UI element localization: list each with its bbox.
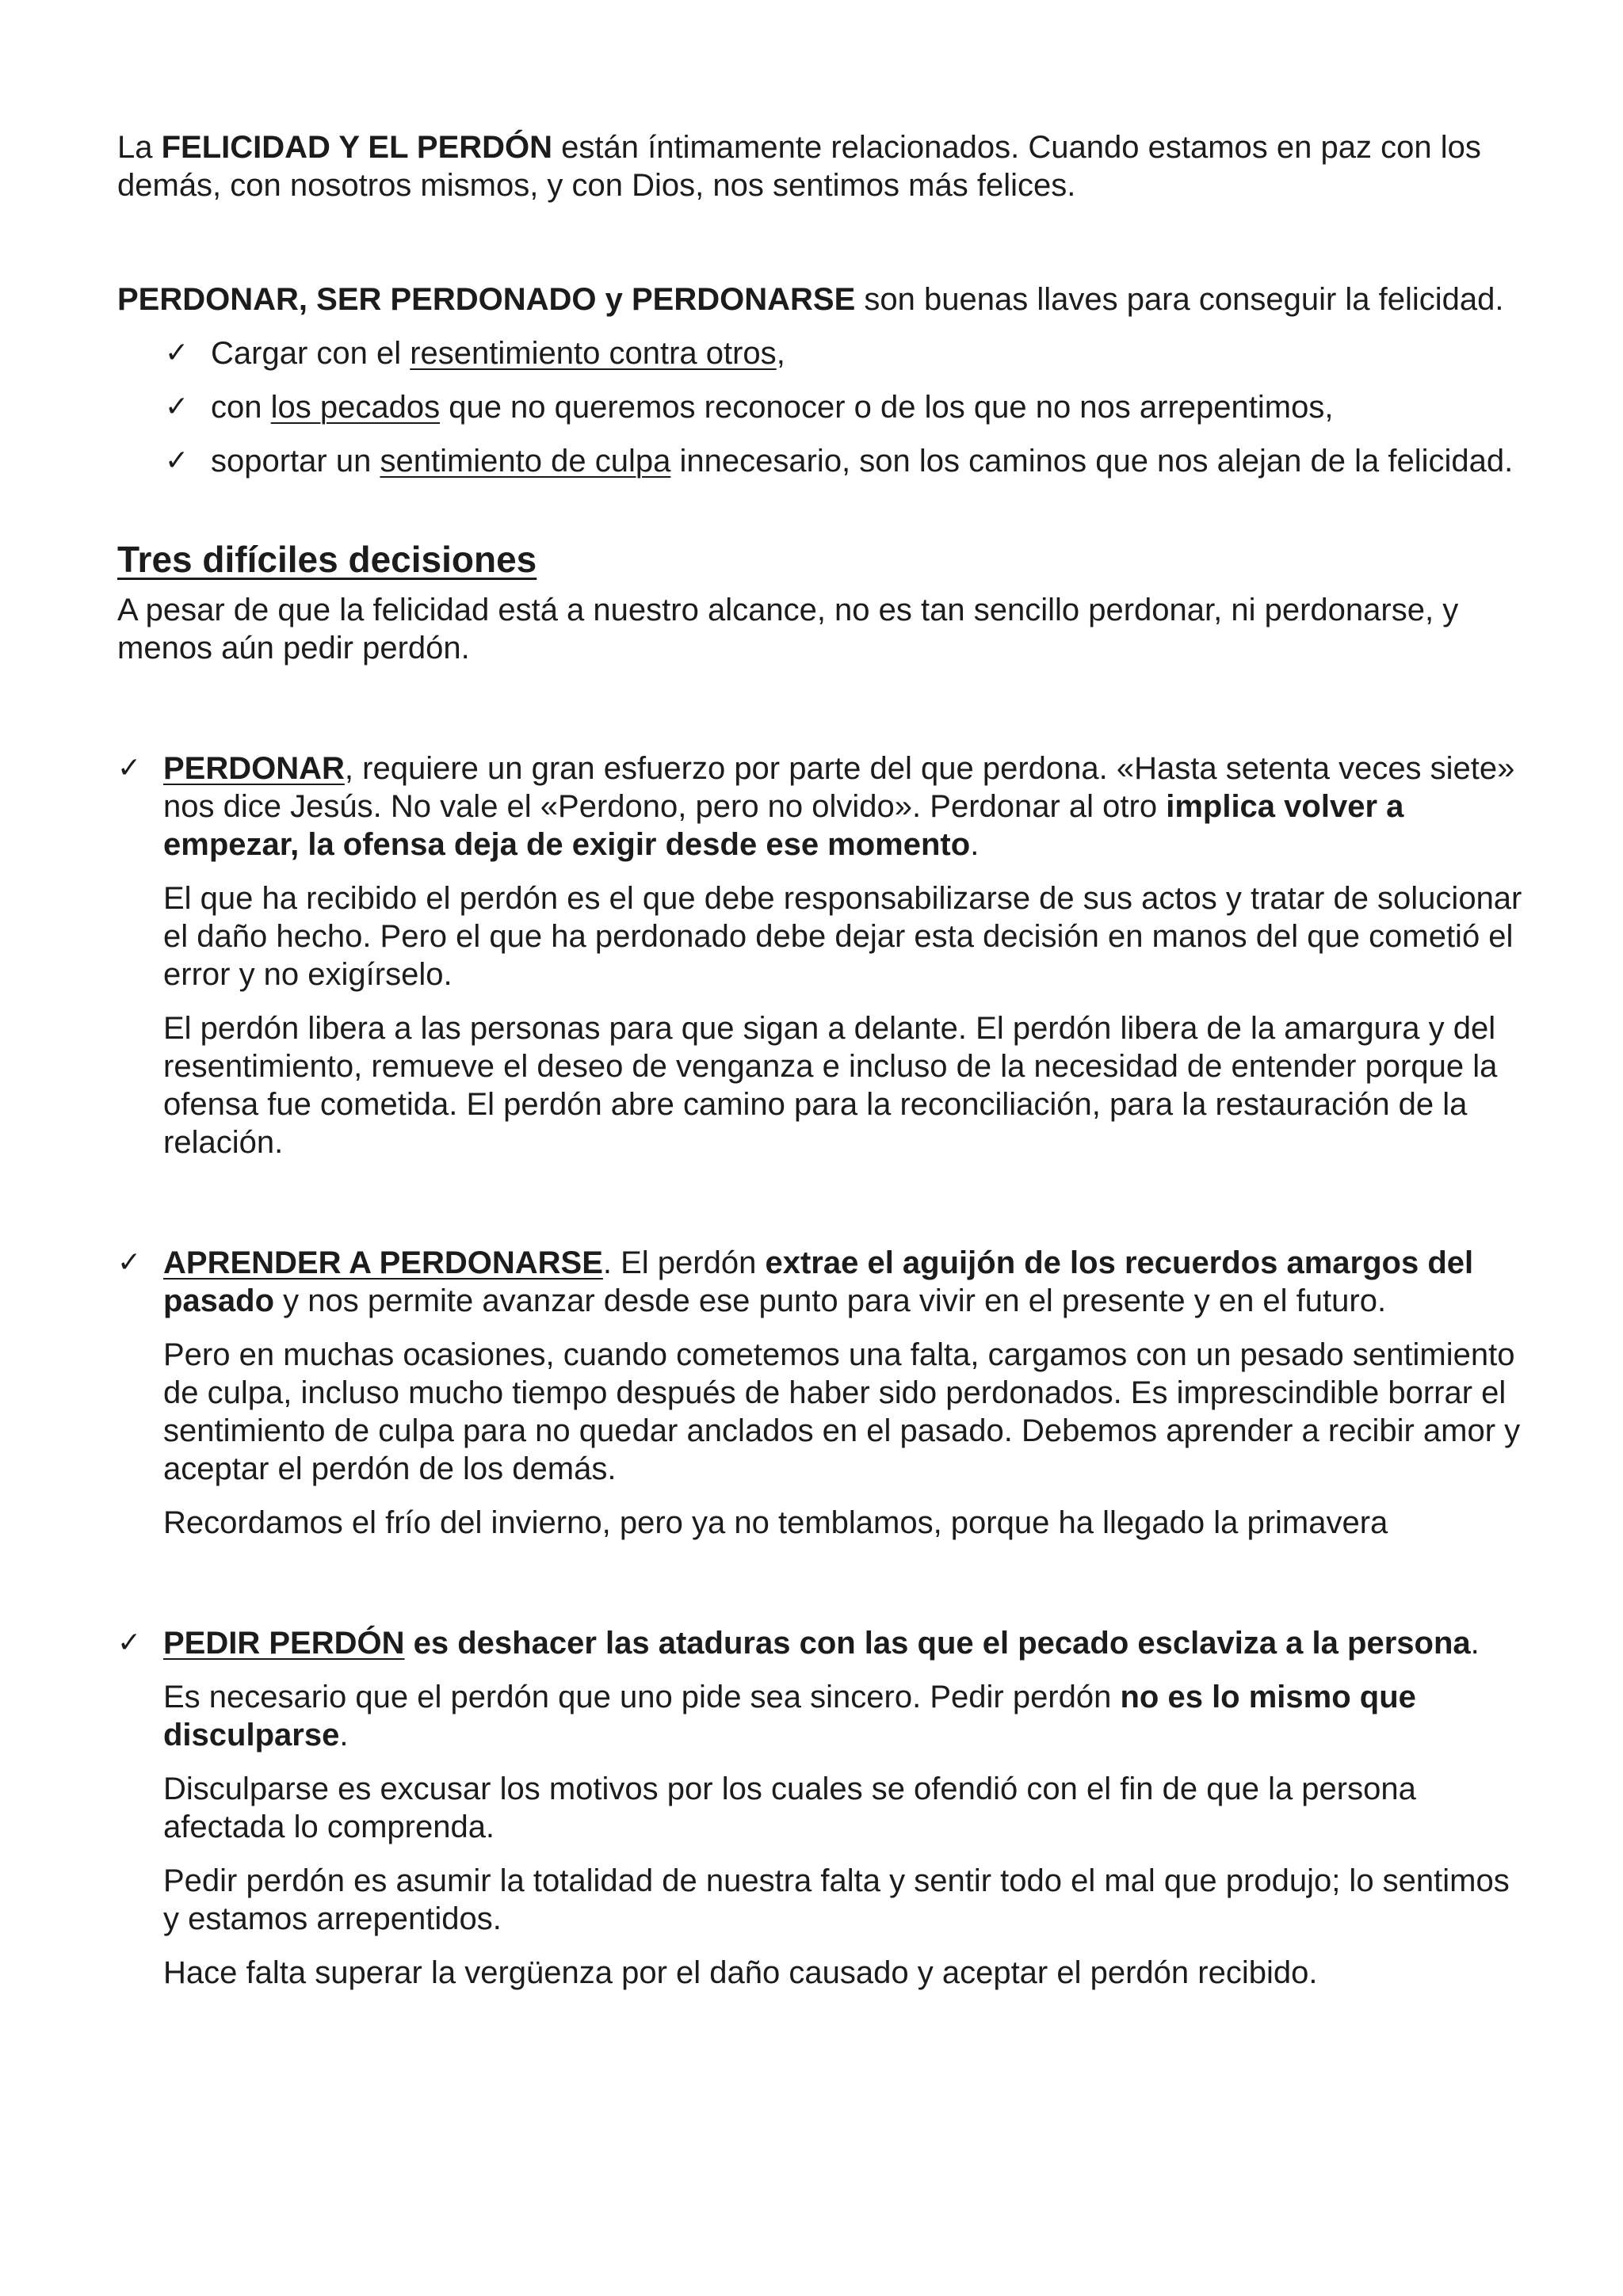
- pedir-paragraph-4: Pedir perdón es asumir la totalidad de nuestra falta y sentir todo el mal que produjo; lo sentimos y estamos arrepentidos.: [163, 1863, 1510, 1936]
- list-item-underlined: resentimiento contra otros: [410, 336, 777, 371]
- obstacles-list: [117, 334, 1528, 480]
- perdonarse-text-2: y nos permite avanzar desde ese punto para vivir en el presente y en el futuro.: [274, 1283, 1387, 1318]
- list-item-text: Cargar con el: [211, 336, 411, 371]
- intro-bold: FELICIDAD Y EL PERDÓN: [161, 130, 553, 165]
- intro-text-1: La: [117, 130, 162, 165]
- perdonarse-title: APRENDER A PERDONARSE: [163, 1245, 603, 1280]
- pedir-text: .: [1470, 1626, 1480, 1661]
- perdonar-text-1: , requiere un gran esfuerzo por parte del que perdona. «Hasta setenta veces siete» nos dice Jesús. No vale el «Perdono, pero no olvido». Perdonar al otro: [163, 751, 1515, 824]
- checkmark-icon: ✓: [165, 391, 189, 423]
- pedir-paragraph-2: [163, 1678, 1528, 1754]
- document-page: [117, 128, 1528, 2074]
- perdonar-title: PERDONAR: [163, 751, 345, 786]
- perdonar-block: [117, 749, 1528, 1161]
- perdonar-text-2: .: [970, 827, 980, 862]
- list-item-text: innecesario, son los caminos que nos alejan de la felicidad.: [670, 444, 1514, 479]
- intro-paragraph: [117, 128, 1528, 204]
- keys-bold: PERDONAR, SER PERDONADO y PERDONARSE: [117, 282, 856, 317]
- checkmark-icon: ✓: [117, 1627, 142, 1659]
- perdonarse-block: [117, 1244, 1528, 1542]
- pedir-bold: es deshacer las ataduras con las que el pecado esclaviza a la persona: [404, 1626, 1471, 1661]
- section-heading: Tres difíciles decisiones: [117, 539, 537, 580]
- keys-text: son buenas llaves para conseguir la felicidad.: [855, 282, 1504, 317]
- pedir-p2-text: Es necesario que el perdón que uno pide sea sincero. Pedir perdón: [163, 1680, 1121, 1714]
- pedir-p2-end: .: [339, 1718, 349, 1753]
- pedir-lead: [163, 1624, 1528, 1662]
- perdonarse-lead: [163, 1244, 1528, 1320]
- perdonarse-bold: extrae el aguijón de los recuerdos amargos del pasado: [163, 1245, 1474, 1318]
- list-item: [165, 334, 1528, 372]
- section-intro: A pesar de que la felicidad está a nuestro alcance, no es tan sencillo perdonar, ni perdonarse, y menos aún pedir perdón.: [117, 593, 1459, 666]
- list-item-text: con: [211, 390, 271, 425]
- intro-text-2: están íntimamente relacionados. Cuando estamos en paz con los demás, con nosotros mismos, y con Dios, nos sentimos más felices.: [117, 130, 1481, 203]
- perdonar-lead: [163, 749, 1528, 864]
- list-item-text: que no queremos reconocer o de los que no nos arrepentimos,: [440, 390, 1334, 425]
- list-item-underlined: sentimiento de culpa: [380, 444, 671, 479]
- pedir-title: PEDIR PERDÓN: [163, 1626, 405, 1661]
- list-item: [165, 388, 1528, 426]
- perdonar-paragraph-3: El perdón libera a las personas para que sigan a delante. El perdón libera de la amargura y del resentimiento, remueve el deseo de venganza e incluso de la necesidad de entender porque la ofensa fue cometida. El perdón abre camino para la reconciliación, para la restauración de la relación.: [163, 1011, 1498, 1160]
- perdonar-paragraph-2: El que ha recibido el perdón es el que debe responsabilizarse de sus actos y tratar de solucionar el daño hecho. Pero el que ha perdonado debe dejar esta decisión en manos del que cometió el error y no exigírselo.: [163, 881, 1522, 992]
- list-item-text: ,: [776, 336, 785, 371]
- pedir-paragraph-5: Hace falta superar la vergüenza por el daño causado y aceptar el perdón recibido.: [163, 1955, 1318, 1990]
- list-item-underlined: los pecados: [270, 390, 441, 425]
- list-item: [165, 442, 1528, 480]
- list-item-text: soportar un: [211, 444, 380, 479]
- pedir-paragraph-3: Disculparse es excusar los motivos por los cuales se ofendió con el fin de que la persona afectada lo comprenda.: [163, 1772, 1416, 1844]
- perdonarse-paragraph-2: Pero en muchas ocasiones, cuando cometemos una falta, cargamos con un pesado sentimiento de culpa, incluso mucho tiempo después de haber sido perdonados. Es imprescindible borrar el sentimiento de culpa para no quedar anclados en el pasado. Debemos aprender a recibir amor y aceptar el perdón de los demás.: [163, 1337, 1521, 1486]
- pedir-perdon-block: [117, 1624, 1528, 1992]
- checkmark-icon: ✓: [117, 752, 142, 784]
- perdonarse-paragraph-3: Recordamos el frío del invierno, pero ya no temblamos, porque ha llegado la primavera: [163, 1505, 1388, 1540]
- perdonarse-text-1: . El perdón: [602, 1245, 766, 1280]
- pedir-p2-bold: no es lo mismo que disculparse: [163, 1680, 1416, 1753]
- keys-paragraph: [117, 280, 1528, 318]
- checkmark-icon: ✓: [117, 1246, 142, 1279]
- perdonar-bold: implica volver a empezar, la ofensa deja de exigir desde ese momento: [163, 789, 1404, 862]
- checkmark-icon: ✓: [165, 337, 189, 369]
- checkmark-icon: ✓: [165, 444, 189, 477]
